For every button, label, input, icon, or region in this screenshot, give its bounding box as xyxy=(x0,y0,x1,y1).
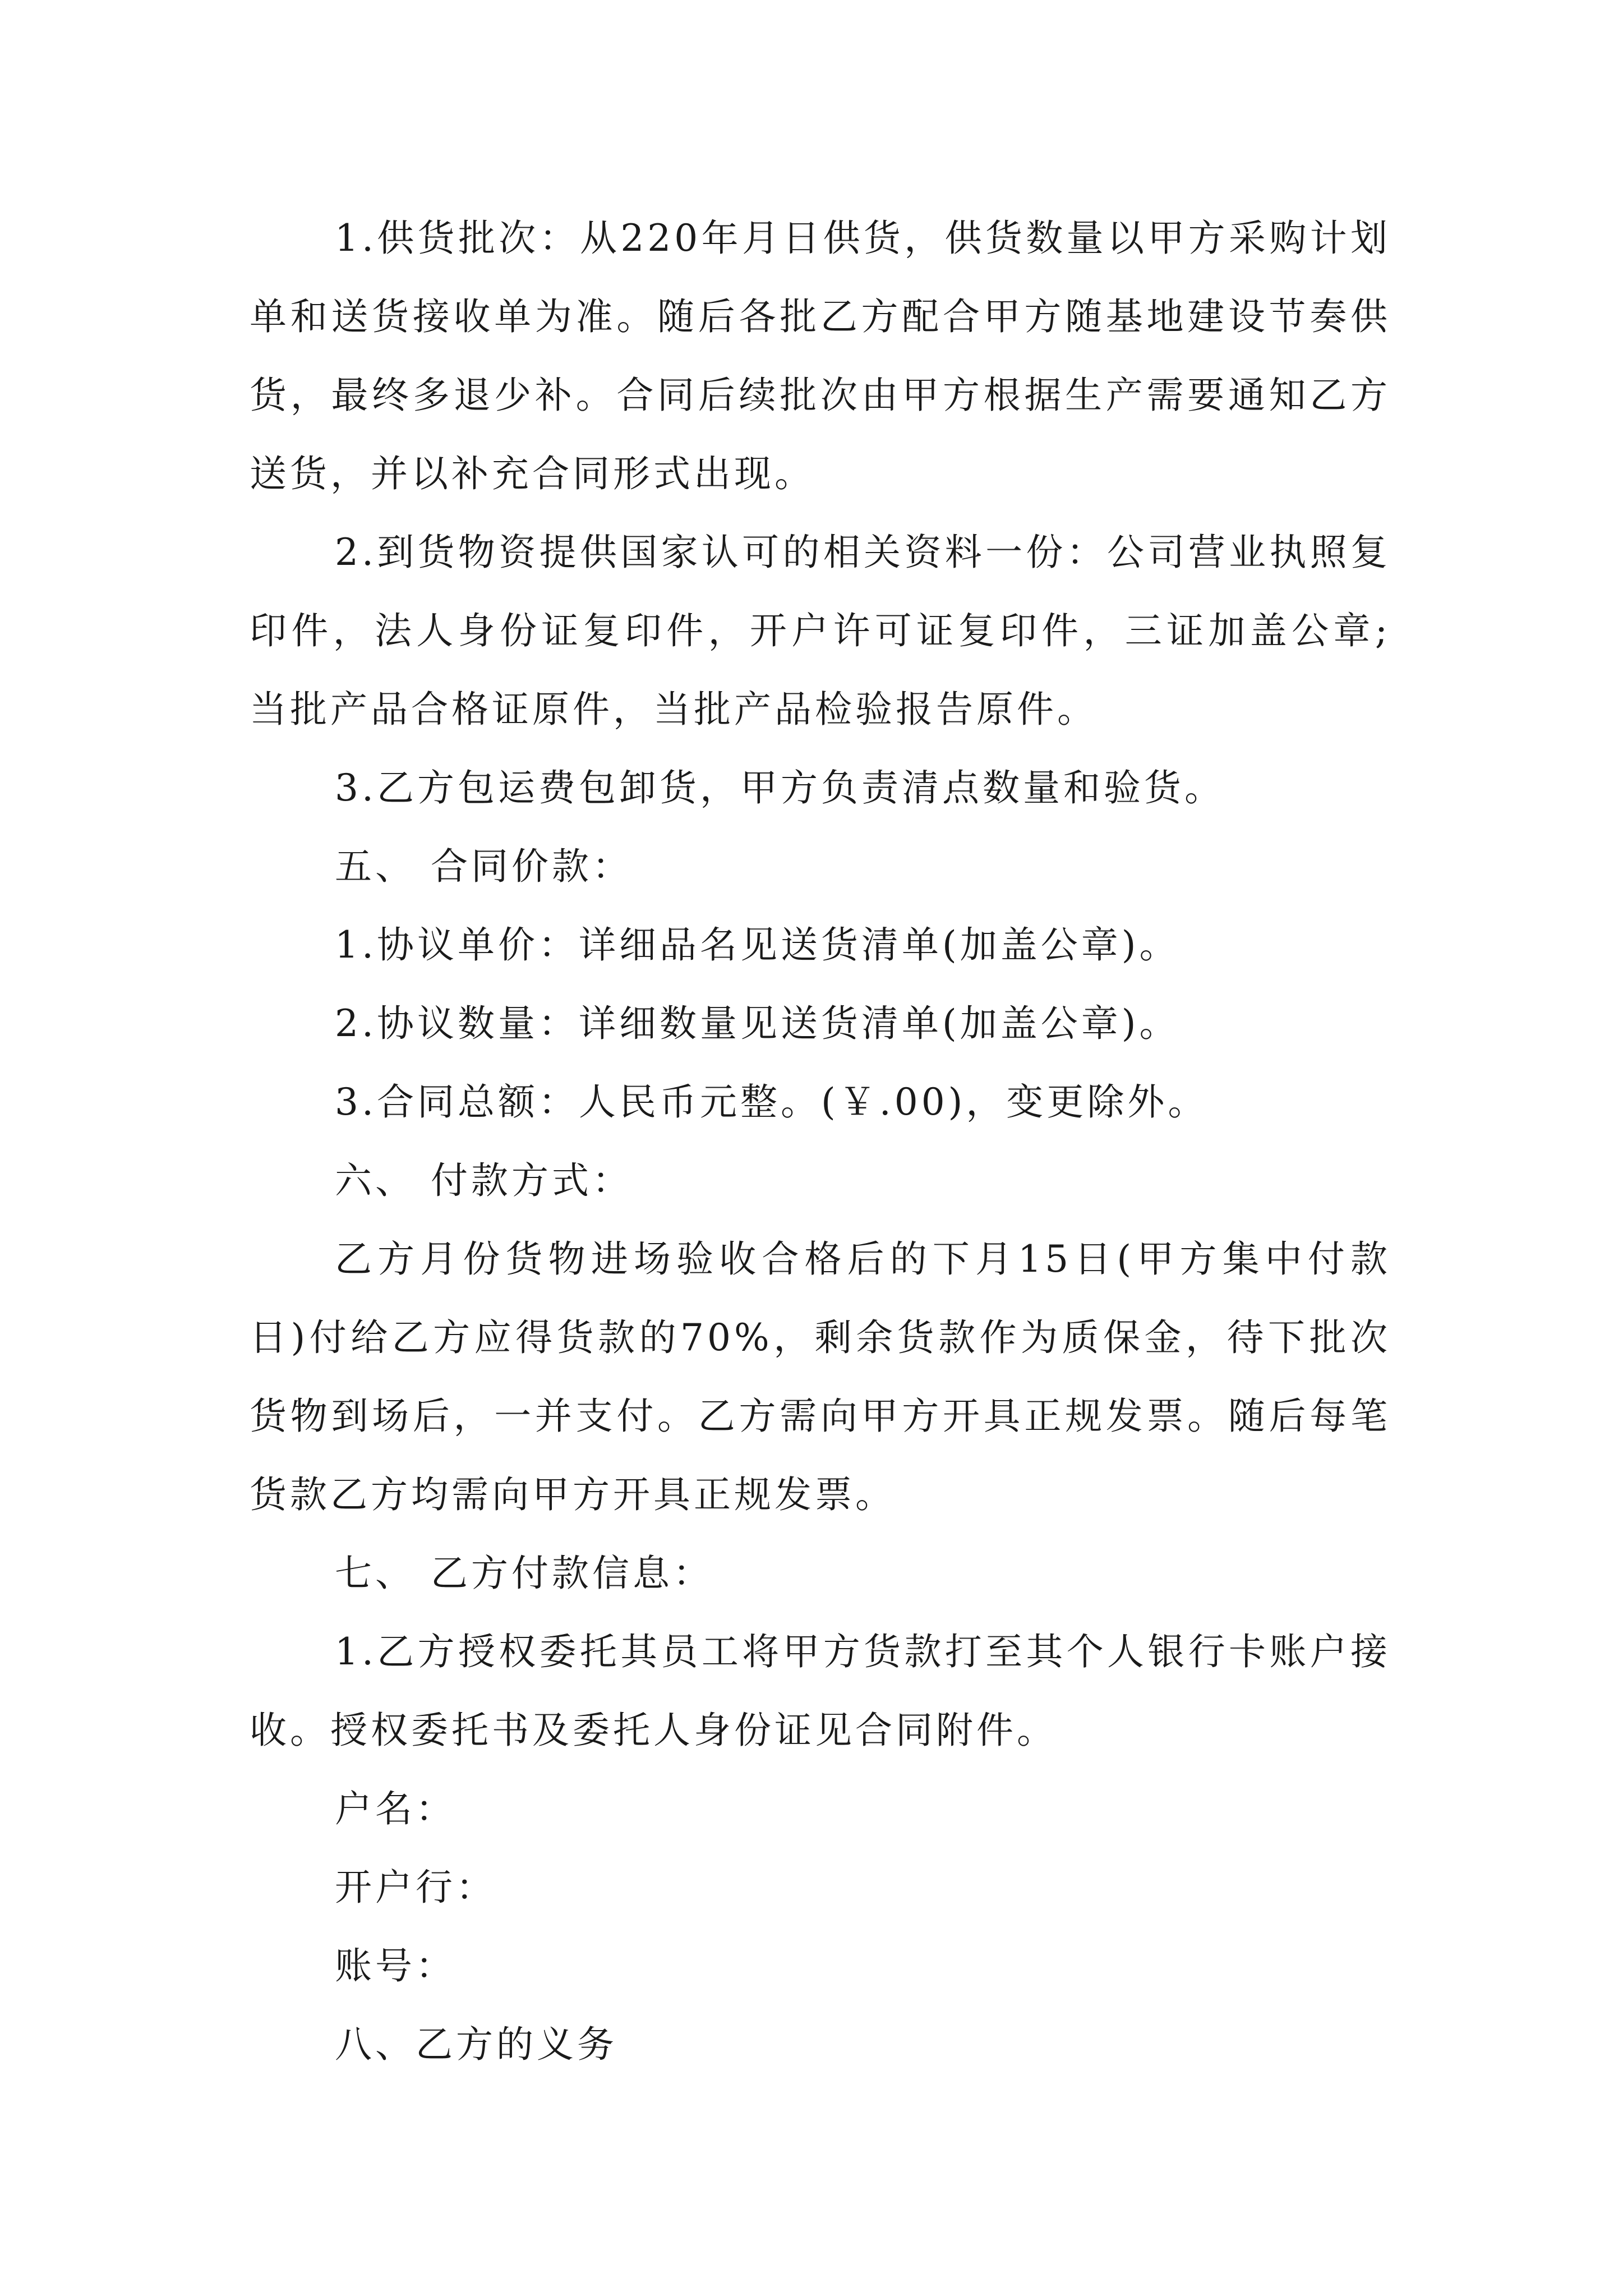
clause-6-payment-terms: 乙方月份货物进场验收合格后的下月15日(甲方集中付款日)付给乙方应得货款的70%，剩余货款作为质保金，待下批次货物到场后，一并支付。乙方需向甲方开具正规发票。随后每笔货款乙方均需向甲方开具正规发票。 xyxy=(250,1237,1391,1516)
section-8-heading: 八、乙方的义务 xyxy=(335,2023,617,2066)
clause-4-2-documents: 2.到货物资提供国家认可的相关资料一份：公司营业执照复印件，法人身份证复印件，开户许可证复印件，三证加盖公章;当批产品合格证原件，当批产品检验报告原件。 xyxy=(250,531,1391,731)
clause-4-3-freight: 3.乙方包运费包卸货，甲方负责清点数量和验货。 xyxy=(335,766,1225,809)
document-body xyxy=(250,199,1391,2084)
clause-4-1-supply-batches: 1.供货批次：从220年月日供货，供货数量以甲方采购计划单和送货接收单为准。随后各批乙方配合甲方随基地建设节奏供货，最终多退少补。合同后续批次由甲方根据生产需要通知乙方送货，并以补充合同形式出现。 xyxy=(250,217,1391,495)
section-7-heading: 七、 乙方付款信息： xyxy=(335,1552,713,1595)
bank-name-field: 开户行： xyxy=(335,1866,496,1909)
account-number-field: 账号： xyxy=(335,1944,456,1987)
clause-7-1-authorization: 1.乙方授权委托其员工将甲方货款打至其个人银行卡账户接收。授权委托书及委托人身份证见合同附件。 xyxy=(250,1630,1391,1752)
account-name-field: 户名： xyxy=(335,1787,456,1830)
clause-5-1-unit-price: 1.协议单价：详细品名见送货清单(加盖公章)。 xyxy=(335,923,1180,967)
clause-5-2-quantity: 2.协议数量：详细数量见送货清单(加盖公章)。 xyxy=(335,1002,1180,1045)
clause-5-3-total: 3.合同总额：人民币元整。(￥.00)，变更除外。 xyxy=(335,1080,1209,1124)
section-5-heading: 五、 合同价款： xyxy=(335,845,633,888)
section-6-heading: 六、 付款方式： xyxy=(335,1159,633,1202)
